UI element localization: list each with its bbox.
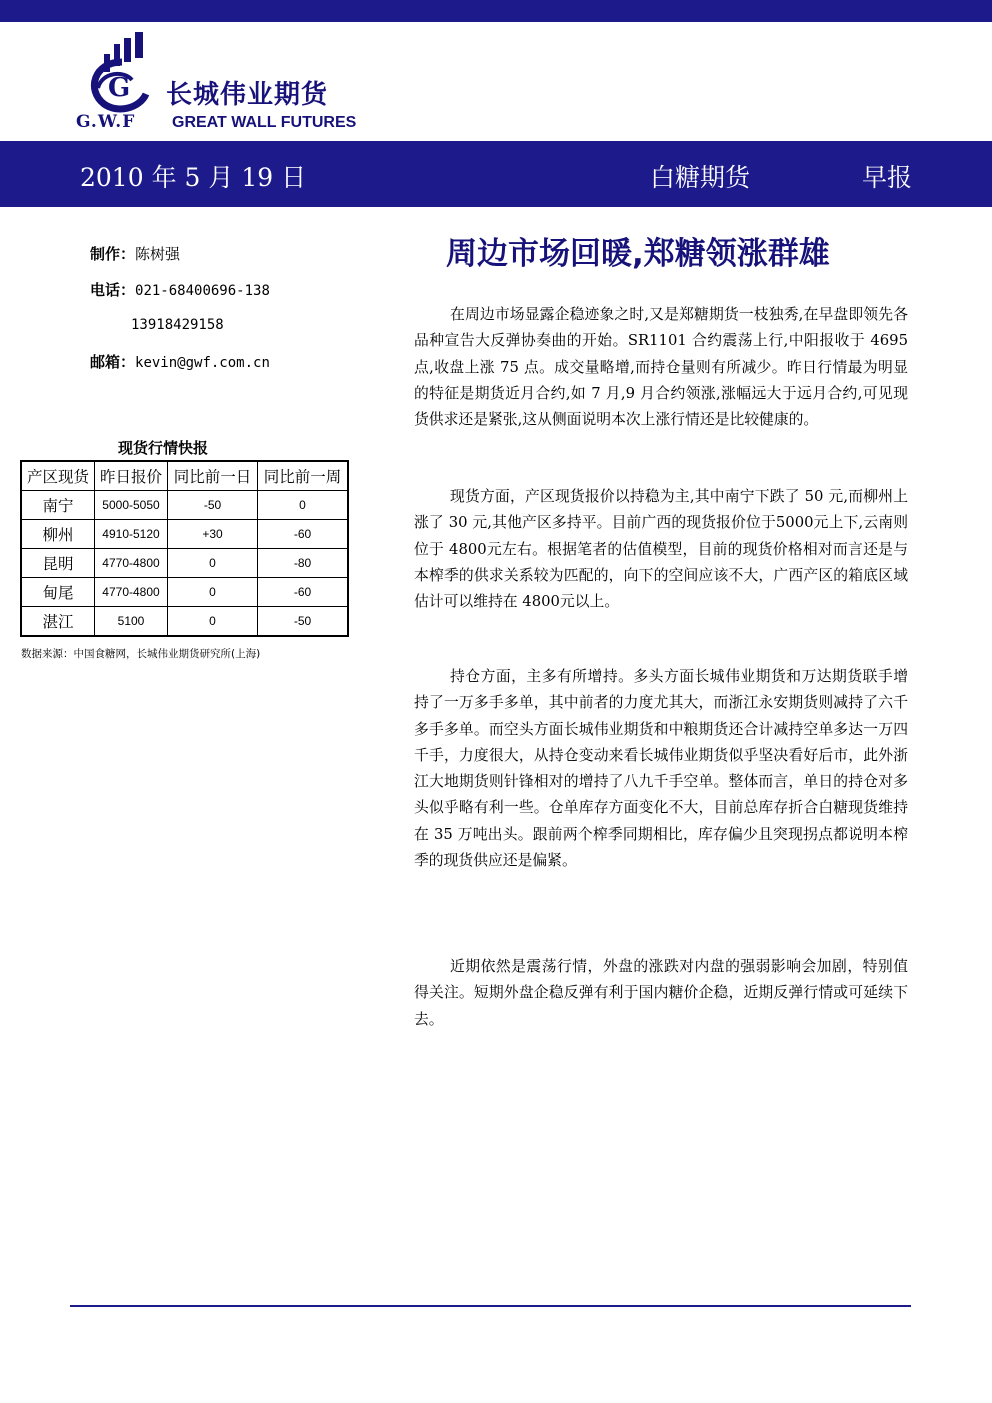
- report-date: 2010 年 5 月 19 日: [80, 163, 307, 192]
- author-line: [90, 243, 180, 264]
- region-cell: 甸尾: [21, 578, 95, 607]
- day-change-cell: +30: [168, 520, 258, 549]
- top-color-bar: [0, 0, 992, 22]
- day-change-cell: -50: [168, 491, 258, 520]
- day-change-cell: 0: [168, 578, 258, 607]
- region-cell: 南宁: [21, 491, 95, 520]
- week-change-cell: -60: [258, 520, 349, 549]
- table-row: [21, 607, 348, 637]
- column-header: 产区现货: [21, 461, 95, 491]
- spot-table-title: 现货行情快报: [118, 439, 209, 457]
- region-cell: 昆明: [21, 549, 95, 578]
- email-line: [90, 351, 270, 372]
- week-change-cell: -80: [258, 549, 349, 578]
- week-change-cell: -50: [258, 607, 349, 637]
- table-row: [21, 578, 348, 607]
- week-change-cell: 0: [258, 491, 349, 520]
- report-type: 早报: [862, 163, 913, 192]
- footer-divider: [70, 1305, 911, 1307]
- brand-name-en: GREAT WALL FUTURES: [172, 114, 357, 131]
- table-header-row: [21, 461, 348, 491]
- phone-line: [90, 279, 270, 300]
- phone-value: 021-68400696-138: [135, 283, 270, 299]
- phone-line-2: [131, 315, 224, 333]
- email-value[interactable]: kevin@gwf.com.cn: [135, 355, 270, 371]
- phone-value-2: 13918429158: [131, 317, 224, 333]
- day-change-cell: 0: [168, 549, 258, 578]
- price-cell: 4770-4800: [95, 578, 168, 607]
- column-header: 同比前一周: [258, 461, 349, 491]
- date-banner: [0, 141, 992, 207]
- price-cell: 5000-5050: [95, 491, 168, 520]
- column-header: 同比前一日: [168, 461, 258, 491]
- spot-price-table: [20, 460, 349, 637]
- article-paragraph: 持仓方面，主多有所增持。多头方面长城伟业期货和万达期货联手增持了一万多手多单，其中前者的力度尤其大，而浙江永安期货则减持了六千多手多单。而空头方面长城伟业期货和中粮期货还合计减持空单多达一万四千手，力度很大，从持仓变动来看长城伟业期货似乎坚决看好后市，此外浙江大地期货则针锋相对的增持了八九千手空单。整体而言，单日的持仓对多头似乎略有利一些。仓单库存方面变化不大，目前总库存折合白糖现货维持在 35 万吨出头。跟前两个榨季同期相比，库存偏少且突现拐点都说明本榨季的现货供应还是偏紧。: [414, 668, 908, 870]
- table-row: [21, 549, 348, 578]
- author-label: 制作：: [90, 245, 136, 263]
- table-row: [21, 491, 348, 520]
- article-title: 周边市场回暖,郑糖领涨群雄: [446, 236, 830, 272]
- region-cell: 柳州: [21, 520, 95, 549]
- author-value: 陈树强: [135, 245, 181, 263]
- column-header: 昨日报价: [95, 461, 168, 491]
- brand-abbreviation: G.W.F: [76, 112, 136, 132]
- price-cell: 4770-4800: [95, 549, 168, 578]
- article-paragraph: 近期依然是震荡行情，外盘的涨跌对内盘的强弱影响会加剧，特别值得关注。短期外盘企稳反弹有利于国内糖价企稳，近期反弹行情或可延续下去。: [414, 958, 908, 1028]
- svg-text:G: G: [108, 73, 131, 103]
- day-change-cell: 0: [168, 607, 258, 637]
- report-category: 白糖期货: [650, 163, 751, 192]
- price-cell: 4910-5120: [95, 520, 168, 549]
- article-paragraph: 在周边市场显露企稳迹象之时,又是郑糖期货一枝独秀,在早盘即领先各品种宣告大反弹协奏曲的开始。SR1101 合约震荡上行,中阳报收于 4695 点,收盘上涨 75 点。成交量略增,而持仓量则有所减少。昨日行情最为明显的特征是期货近月合约,如 7 月,9 月合约领涨,涨幅远大于远月合约,可见现货供求还是紧张,这从侧面说明本次上涨行情还是比较健康的。: [414, 306, 908, 429]
- data-source-note: 数据来源：中国食糖网，长城伟业期货研究所(上海): [21, 648, 261, 660]
- table-row: [21, 520, 348, 549]
- region-cell: 湛江: [21, 607, 95, 637]
- email-label: 邮箱：: [90, 353, 136, 371]
- price-cell: 5100: [95, 607, 168, 637]
- phone-label: 电话：: [90, 281, 136, 299]
- brand-name-cn: 长城伟业期货: [166, 80, 329, 110]
- week-change-cell: -60: [258, 578, 349, 607]
- article-paragraph: 现货方面，产区现货报价以持稳为主,其中南宁下跌了 50 元,而柳州上涨了 30 元,其他产区多持平。目前广西的现货报价位于5000元上下,云南则位于 4800元左右。根据笔者的估值模型，目前的现货价格相对而言还是与本榨季的供求关系较为匹配的，向下的空间应该不大，广西产区的箱底区域估计可以维持在 4800元以上。: [414, 488, 908, 611]
